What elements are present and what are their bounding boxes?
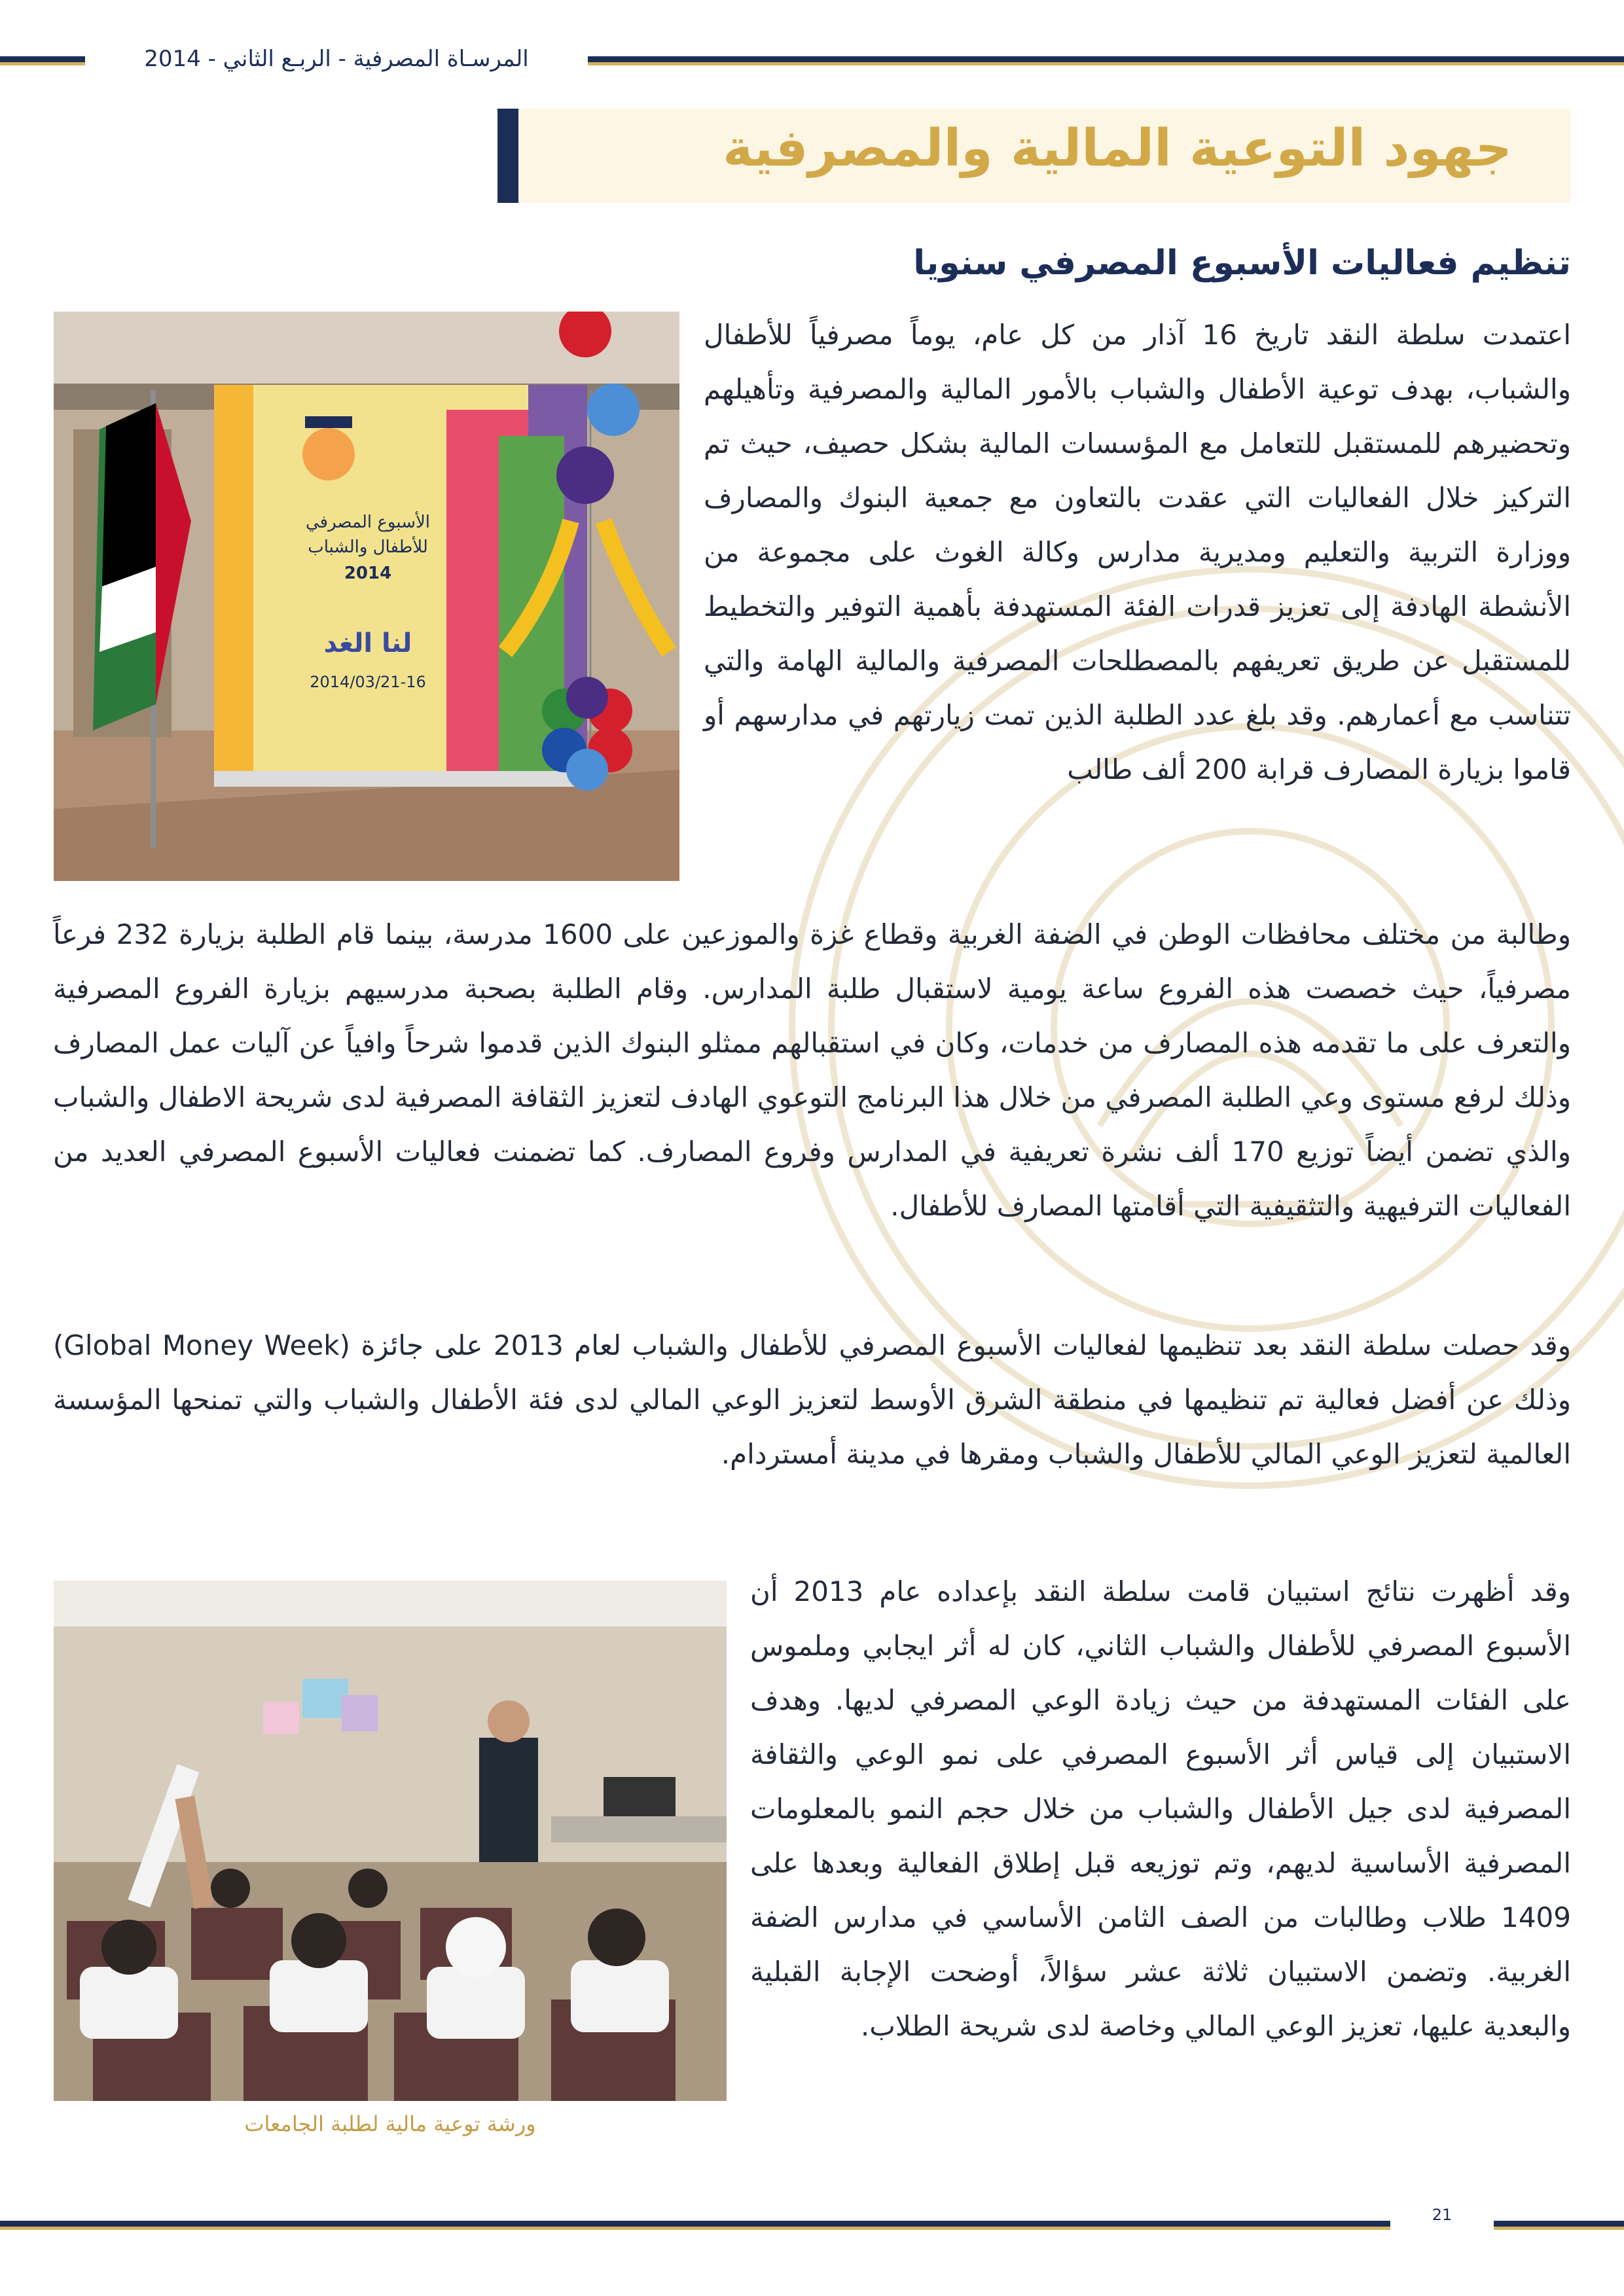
photo-event-banner: [54, 312, 679, 881]
title-banner: [497, 109, 1571, 203]
paragraph-2-award: وقد حصلت سلطة النقد بعد تنظيمها لفعاليات الأسبوع المصرفي للأطفال والشباب لعام 2013 على جائزة (Global Money Week) وذلك عن أفضل فعالية تم تنظيمها في منطقة الشرق الأوسط لتعزيز الوعي المالي لدى فئة الأطفال والشباب والتي تمنحها المؤسسة العالمية لتعزيز الوعي المالي للأطفال والشباب ومقرها في مدينة أمستردام.: [53, 1329, 1571, 1470]
paragraph-3-survey: وقد أظهرت نتائج استبيان قامت سلطة النقد بإعداده عام 2013 أن الأسبوع المصرفي للأطفال والشباب الثاني، كان له أثر ايجابي وملموس على الفئات المستهدفة من حيث زيادة الوعي المصرفي لديها. وهدف الاستبيان إلى قياس أثر الأسبوع المصرفي على نمو الوعي والثقافة المصرفية لدى جيل الأطفال والشباب من خلال حجم النمو بالمعلومات المصرفية الأساسية لديهم، وتم توزيعه قبل إطلاق الفعالية وبعدها على 1409 طلاب وطالبات من الصف الثامن الأساسي في مدارس الضفة الغربية. وتضمن الاستبيان ثلاثة عشر سؤالاً، أوضحت الإجابة القبلية والبعدية عليها، تعزيز الوعي المالي وخاصة لدى شريحة الطلاب.: [750, 1575, 1571, 2042]
footer-bar-left: [0, 2221, 1390, 2230]
photo-classroom-workshop: [54, 1581, 727, 2101]
title-accent-bar: [497, 109, 518, 203]
paragraph-1-continued: وطالبة من مختلف محافظات الوطن في الضفة الغربية وقطاع غزة والموزعين على 1600 مدرسة، بينما قام الطلبة بزيارة 232 فرعاً مصرفياً، حيث خصصت هذه الفروع ساعة يومية لاستقبال طلبة المدارس. وقام الطلبة بصحبة مدرسيهم بزيارة الفروع المصرفية والتعرف على ما تقدمه هذه المصارف من خدمات، وكان في استقبالهم ممثلو البنوك الذين قدموا شرحاً وافياً عن آليات عمل المصارف وذلك لرفع مستوى وعي الطلبة المصرفي من خلال هذا البرنامج التوعوي الهادف لتعزيز الثقافة المصرفية لدى شريحة الاطفال والشباب والذي تضمن أيضاً توزيع 170 ألف نشرة تعريفية في المدارس وفروع المصارف. كما تضمنت فعاليات الأسبوع المصرفي العديد من الفعاليات الترفيهية والتثقيفية التي أقامتها المصارف للأطفال.: [53, 918, 1571, 1222]
header-bar-left: [0, 56, 85, 65]
header-bar-right: [588, 56, 1624, 65]
banner-slogan: لنا الغد: [323, 628, 412, 658]
photo-caption: ورشة توعية مالية لطلبة الجامعات: [244, 2111, 536, 2136]
footer-bar-right: [1494, 2221, 1624, 2230]
page-title: جهود التوعية المالية والمصرفية: [723, 119, 1512, 178]
running-header: المرسـاة المصرفية - الربـع الثاني - 2014: [144, 46, 529, 72]
banner-date: 2014/03/21-16: [310, 673, 426, 691]
banner-line-2: للأطفال والشباب: [308, 537, 428, 557]
page-number: 21: [1432, 2206, 1453, 2224]
paragraph-1-intro: اعتمدت سلطة النقد تاريخ 16 آذار من كل عام، يوماً مصرفياً للأطفال والشباب، بهدف توعية الأطفال والشباب بالأمور المالية والمصرفية وتأهيلهم وتحضيرهم للمستقبل للتعامل مع المؤسسات المالية بشكل حصيف، حيث تم التركيز خلال الفعاليات التي عقدت بالتعاون مع جمعية البنوك والمصارف ووزارة التربية والتعليم ومديرية مدارس وكالة الغوث على مجموعة من الأنشطة الهادفة إلى تعزيز قدرات الفئة المستهدفة بأهمية التوفير والتخطيط للمستقبل عن طريق تعريفهم بالمصطلحات المصرفية والمالية الهامة والتي تتناسب مع أعمارهم. وقد بلغ عدد الطلبة الذين تمت زيارتهم في مدارسهم أو قاموا بزيارة المصارف قرابة 200 ألف طالب: [704, 319, 1571, 785]
section-heading: تنظيم فعاليات الأسبوع المصرفي سنويا: [913, 243, 1571, 283]
banner-line-3: 2014: [344, 564, 392, 583]
banner-line-1: الأسبوع المصرفي: [305, 512, 431, 532]
